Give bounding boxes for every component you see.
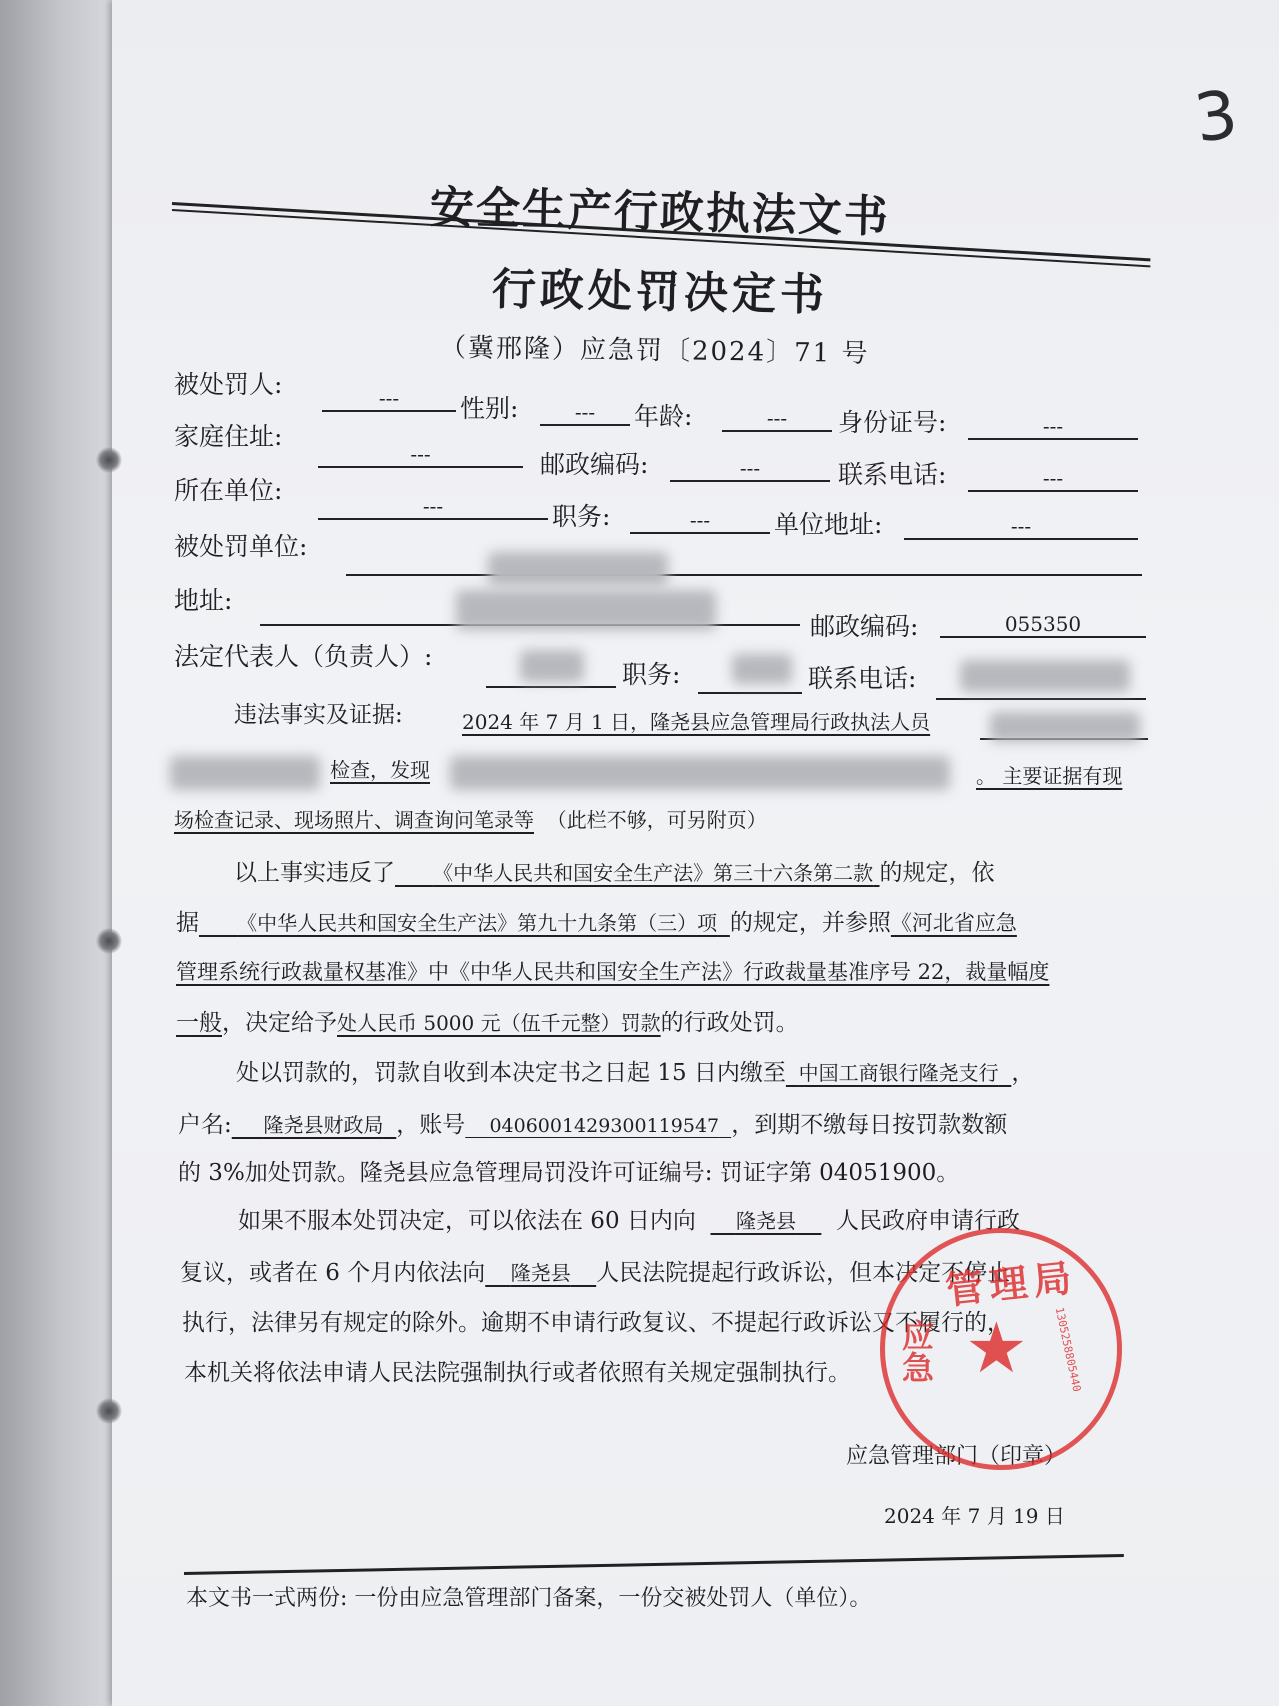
position-label: 职务: [552,502,611,531]
penalized-unit-label: 被处罚单位: [174,532,308,561]
age-label: 年龄: [634,402,693,431]
facts-note: （此栏不够，可另附页） [546,808,767,832]
facts-line-3 [174,810,767,830]
redacted-position [732,654,792,684]
text-fragment: 处以罚款的，罚款自收到本决定书之日起 15 日内缴至 [236,1060,786,1086]
payment-line-3: 的 3%加处罚款。隆尧县应急管理局罚没许可证编号: 罚证字第 04051900。 [178,1160,960,1186]
penalty-basis [199,911,730,935]
text-fragment: 人民法院提起行政诉讼，但本决定不停止 [596,1260,1011,1286]
violation-paragraph-line-1 [234,862,995,885]
gender-label: 性别: [460,394,519,423]
address-label: 地址: [174,586,233,615]
appeal-line-3: 执行，法律另有规定的除外。逾期不申请行政复议、不提起行政诉讼又不履行的， [182,1310,1010,1336]
redacted-facts [450,756,950,790]
appeal-court [485,1261,596,1285]
page-number: 3 [1189,75,1243,158]
violated-law [395,861,880,885]
redacted-facts [170,756,320,790]
text-fragment: 以上事实违反了 [234,860,395,886]
document-number: （冀邢隆）应急罚〔2024〕71 号 [439,333,870,369]
evidence-list: 场检查记录、现场照片、调查询问笔录等 [174,808,534,832]
id-number-value: --- [968,416,1138,440]
age-value: --- [722,408,832,432]
employer-label: 所在单位: [174,476,283,505]
penalized-person-value: --- [322,388,456,412]
text-fragment: 中国工商银行隆尧支行 [798,1061,999,1085]
redacted-address [456,590,716,630]
phone-label: 联系电话: [838,460,947,489]
text-fragment: 如果不服本处罚决定，可以依法在 60 日内向 [238,1208,696,1234]
redacted-officers [990,712,1140,742]
footer-note: 本文书一式两份: 一份由应急管理部门备案，一份交被处罚人（单位）。 [186,1586,872,1611]
appeal-line-4: 本机关将依法申请人民法院强制执行或者依照有关规定强制执行。 [184,1360,851,1386]
text-fragment: ，账号 [396,1112,466,1138]
legal-representative-label: 法定代表人（负责人）: [174,642,433,671]
text-fragment: 人民政府申请行政 [836,1208,1021,1234]
violation-paragraph-line-3: 管理系统行政裁量权基准》中《中华人民共和国安全生产法》行政裁量基准序号 22，裁量幅度 [176,960,1050,984]
redacted-phone [960,660,1130,692]
text-fragment: ，决定给予 [222,1010,337,1036]
payment-line-2 [178,1114,1007,1137]
address-postcode-label: 邮政编码: [810,612,919,641]
home-address-value: --- [318,444,523,468]
facts-label: 违法事实及证据: [234,702,403,728]
id-number-label: 身份证号: [838,408,947,437]
issue-date: 2024 年 7 月 19 日 [884,1504,1065,1528]
penalty-amount: 处人民币 5000 元（伍千元整）罚款 [337,1011,661,1035]
appeal-line-1 [238,1210,1020,1233]
text-fragment: 0406001429300119547 [489,1115,720,1137]
text-fragment: ， [1011,1060,1035,1086]
text-fragment: 隆尧县 [735,1209,796,1233]
issuing-department: 应急管理部门（印章） [846,1444,1067,1469]
reference-standard: 《河北省应急 [890,911,1017,935]
text-fragment: 隆尧县财政局 [263,1113,384,1137]
facts-line-2b: 。 主要证据有现 [976,764,1123,788]
account-name [232,1113,397,1137]
postcode-value: --- [670,458,830,482]
redacted-name [520,650,584,682]
payment-line-1 [236,1062,1034,1085]
document-title: 安全生产行政执法文书 [429,182,891,243]
postcode-label: 邮政编码: [540,450,649,479]
legal-rep-position-label: 职务: [622,660,681,689]
text-fragment: 《中华人民共和国安全生产法》第三十六条第二款 [433,861,874,885]
staple-hole [96,1398,122,1424]
text-fragment: ，到期不缴每日按罚款数额 [731,1112,1008,1138]
staple-hole [96,447,122,473]
seal-text: 管理局 [943,1255,1080,1313]
phone-value: --- [968,468,1138,492]
appeal-line-2 [180,1262,1010,1285]
seal-number: 1305258805440 [1052,1306,1084,1393]
document-subtitle: 行政处罚决定书 [491,264,829,321]
discretion-level: 一般 [176,1010,222,1036]
account-number [465,1115,731,1137]
text-fragment: 隆尧县 [510,1261,571,1285]
star-icon: ★ [965,1307,1028,1389]
violation-paragraph-line-4 [176,1012,799,1035]
address-postcode-value: 055350 [940,614,1146,638]
violation-paragraph-line-2 [176,912,1017,935]
staple-hole [96,928,122,954]
legal-rep-phone-label: 联系电话: [808,664,917,693]
employer-value: --- [318,496,548,520]
seal-text-left: 应急 [897,1319,935,1383]
text-fragment: 的行政处罚。 [660,1010,799,1036]
employer-address-label: 单位地址: [774,510,883,539]
text-fragment: 的规定，依 [879,860,995,886]
text-fragment: 《中华人民共和国安全生产法》第九十九条第（三）项 [237,911,718,935]
gender-value: --- [540,402,630,426]
payment-bank [786,1061,1011,1085]
penalized-person-label: 被处罚人: [174,370,283,399]
position-value: --- [630,510,770,534]
home-address-label: 家庭住址: [174,422,283,451]
text-fragment: 复议，或者在 6 个月内依法向 [180,1260,486,1286]
employer-address-value: --- [904,516,1138,540]
binding-strip [0,0,112,1706]
text-fragment: 户名: [178,1112,232,1138]
penalized-unit-value [346,552,1142,576]
text-fragment: 的规定，并参照 [729,910,891,936]
facts-line-2a: 检查，发现 [330,758,430,782]
official-seal [880,1228,1122,1470]
facts-line-1: 2024 年 7 月 1 日，隆尧县应急管理局行政执法人员 [462,710,931,734]
redacted-unit-name [488,552,668,586]
appeal-government [711,1209,822,1233]
text-fragment: 据 [176,910,199,936]
